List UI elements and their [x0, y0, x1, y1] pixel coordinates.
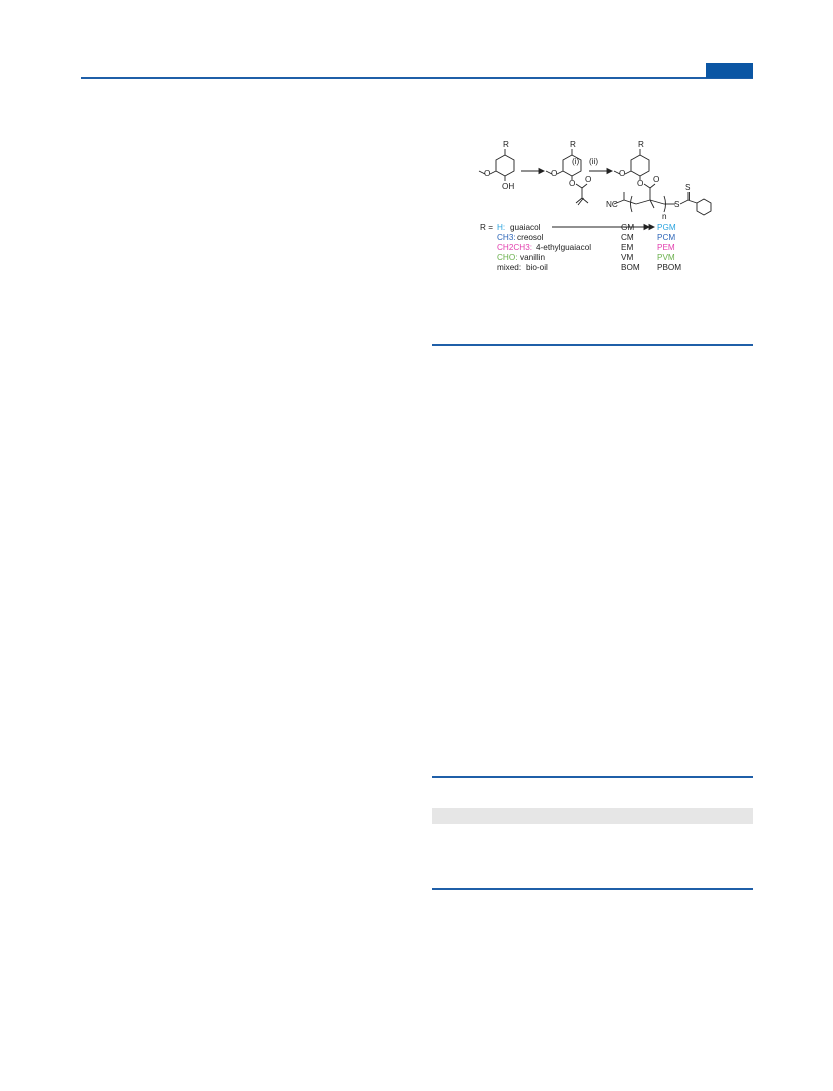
group-mixed: mixed: [497, 263, 522, 272]
ring-3 [631, 155, 649, 176]
atom-o-7: O [653, 175, 660, 184]
table-top-rule [432, 344, 753, 346]
monomer-bom: BOM [621, 263, 640, 272]
polymer-pvm: PVM [657, 253, 675, 262]
name-vanillin: vanillin [520, 253, 546, 262]
monomer-em: EM [621, 243, 634, 252]
monomer-gm: GM [621, 223, 635, 232]
r-label-3: R [638, 140, 644, 149]
polymer-pgm: PGM [657, 223, 676, 232]
r-label-2: R [570, 140, 576, 149]
group-ch3: CH3: [497, 233, 516, 242]
name-creosol: creosol [517, 233, 544, 242]
atom-o-1: O [484, 169, 491, 178]
monomer-cm: CM [621, 233, 634, 242]
atom-nc: NC [606, 200, 618, 209]
name-4-ethylguaiacol: 4-ethylguaiacol [536, 243, 592, 252]
ring-phenyl [697, 199, 711, 215]
name-guaiacol: guaiacol [510, 223, 541, 232]
synthesis-scheme [468, 136, 718, 286]
table-bottom-rule [432, 776, 753, 778]
monomer-vm: VM [621, 253, 634, 262]
table-shaded-row [432, 808, 753, 824]
atom-oh: OH [502, 182, 515, 191]
atom-o-5: O [619, 169, 626, 178]
group-ch2ch3: CH2CH3: [497, 243, 533, 252]
atom-s-2: S [674, 200, 680, 209]
atom-s-1: S [685, 183, 691, 192]
header-rule [81, 77, 753, 79]
step-label-ii: (ii) [589, 157, 599, 166]
polymer-pcm: PCM [657, 233, 676, 242]
r-label-1: R [503, 140, 509, 149]
group-cho: CHO: [497, 253, 518, 262]
ring-1 [496, 155, 514, 176]
atom-o-4: O [585, 175, 592, 184]
step-label-i: (i) [572, 157, 580, 166]
footer-rule [432, 888, 753, 890]
atom-o-6: O [637, 179, 644, 188]
name-bio-oil: bio-oil [526, 263, 548, 272]
atom-o-3: O [569, 179, 576, 188]
polymer-pem: PEM [657, 243, 675, 252]
r-equals: R = [480, 223, 493, 232]
polymer-pbom: PBOM [657, 263, 682, 272]
group-h: H: [497, 223, 506, 232]
header-page-tab [706, 63, 753, 78]
atom-o-2: O [551, 169, 558, 178]
repeat-n: n [662, 212, 667, 221]
